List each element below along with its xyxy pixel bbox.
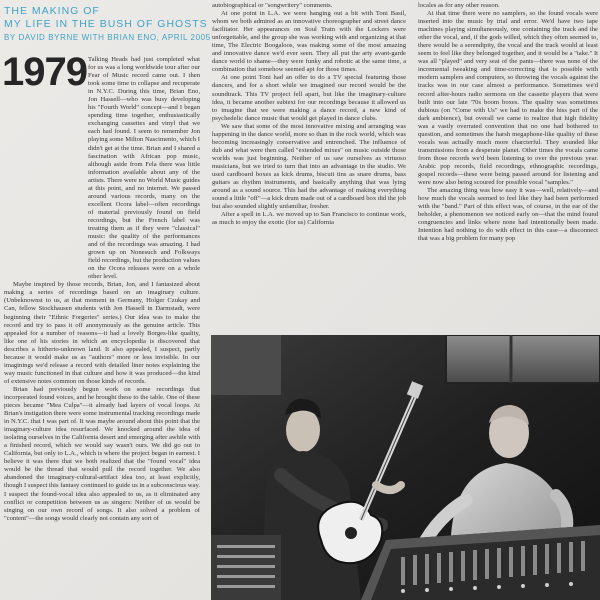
paragraph: At one point Toni had an offer to do a TV special featuring those dancers, and for a short while we imagined our record would be the soundtrack. This TV project fell apart, but like the imaginary-culture idea, it became another subtext for our recordings because it allowed us to imagine that we were making a dance record, a new kind of psychedelic dance music that would get played in dance clubs. <box>212 74 406 122</box>
text-column-3 <box>418 2 598 330</box>
studio-photo <box>211 335 600 600</box>
paragraph: After a spell in L.A. we moved up to San Francisco to continue work, as much to enjoy the exotic (for us) California <box>212 211 406 227</box>
year-drop-heading: 1979 <box>2 50 87 94</box>
text-column-1 <box>4 56 200 596</box>
byline: BY DAVID BYRNE WITH BRIAN ENO, APRIL 2005 <box>4 33 211 42</box>
title-line-1: THE MAKING OF <box>4 5 100 17</box>
title-line-2: MY LIFE IN THE BUSH OF GHOSTS <box>4 18 208 30</box>
paragraph: Talking Heads had just completed what for us was a long worldwide tour after our Fear of Music record came out. I then took some time to collapse and recuperate in N.Y.C. During this time, Brian Eno, Jon Hassell—who was busy developing his "Fourth World" concept—and I began spending time together, enthusiastically exchanging cassettes and vinyl that we each had found. I seem to remember Jon playing some Milton Nascimento, which I didn't get at the time. Brian and I shared a fascination with African pop music, although aside from Fela there was little information available about any of the artists. There were no World Music guides at this point, and no internet. We passed around various records, many on the excellent Ocora label—often recordings of material previously found on field recordings, but the French label was treating them as if they were "classical" music: the quality of the performances and of the recordings was amazing. I had grown up on Nonesuch and Folkways field recordings, but the production values on the Ocora releases were on a whole other level. <box>88 56 200 281</box>
paragraph: We saw that some of the most innovative mixing and arranging was happening in the dance world, more so than in the rock world, which was becoming increasingly conservative and entrenched. The influence of dub and what were then called "extended mixes" on music outside those worlds was just beginning. Neither of us saw ourselves as virtuoso musicians, but we tried to turn that into an advantage in the studio. We used cardboard boxes as kick drums, biscuit tins as snare drums, bass guitars as rhythm instruments, and basically anything that was lying around as a sound source. This had the advantage of making everything sound a little "off"—a kick drum made out of a cardboard box did the job but also sounded slightly unfamiliar, fresher. <box>212 122 406 211</box>
paragraph: At one point in L.A. we were hanging out a bit with Toni Basil, whom we both admired as an innovative choreographer and street dance facilitator. Her appearances on Soul Train with the Lockers were unforgettable, and the group she was working with and organizing at that time, The Electric Boogaloos, was making some of the most amazing and innovative dance we'd ever seen. They all put the arty avant-garde dance world to shame—they were funky and robotic at the same time, a combination that somehow seemed apt for those times. <box>212 10 406 74</box>
paragraph: The amazing thing was how easy it was—well, relatively—and how much the vocals seemed to feel like they had been performed with the "band." Part of this effect was, of course, in the ear of the beholder, a phenomenon we noticed early on—that the mind found congruencies and links where none had intentionally been made. Intention had nothing to do with effect in this case—a disconnect that was a big problem for many pop <box>418 187 598 243</box>
paragraph: Maybe inspired by those records, Brian, Jon, and I fantasized about making a series of recordings based on an imaginary culture. (Unbeknownst to us, at that moment in Germany, Holger Czukay and Can, fellow Stockhausen students with Jon Hassell in Darmstadt, were beginning their "Ethnic Forgeries" series.) Our idea was to make the record and try to pass it off anonymously as the genuine article. This appealed for a number of reasons—it had a lovely Borges-like quality, like one of his stories in which an encyclopedia is discovered that describes a hitherto-unknown land. It also appealed, I suspect, partly because it would make us as "authors" more or less invisible. In our imaginings we'd release a record with detailed liner notes explaining the way music functioned in that culture and how it was produced—the kind of extensive notes common on those kinds of records. <box>4 281 200 385</box>
paragraph: autobiographical or "songwritery" comments. <box>212 2 333 9</box>
text-column-2 <box>212 2 406 331</box>
paragraph: Brian had previously begun work on some recordings that incorporated found voices, and he brought these to the table. One of these pieces became "Mea Culpa"—it already had layers of vocal loops. At Brian's instigation there were some instrumental tracking recordings made in N.Y.C. that I was part of. It was maybe around about this point that the imaginary-culture idea resurfaced. We knocked around the idea of isolating ourselves in the California desert and emerging after awhile with a finished record, which we would say wasn't ours. We did go out to California, but only to L.A., which is where the project began in earnest. I believe it was there that we both realized that the "found vocal" idea would be the thread that would pull the record together. We also abandoned the imaginary-cultural-artifact idea too, at least explicitly, though I suspect this fantasy continued to guide us in a subconscious way. I suspect the found-vocal idea also appealed to us, as it eliminated any conflict or competition between us as singers: Neither of us would be singing on our own record of songs. It also solved a problem of "content"—the songs would clearly not contain any sort of <box>4 385 200 522</box>
paragraph: At that time there were no samplers, so the found vocals were inserted into the music by trial and error. We'd have two tape machines playing simultaneously, one containing the track and the other the vocal, and, if the gods willed, which they often seemed to, there would be a serendipity, the vocal and the track would at least seem to feel like they belonged together, and it would be a "take." It was all "played" and very seat of the pants—there was none of the incremental tweaking and time-correcting that is possible with modern samplers and computers, so throwing the vocals against the tracks was in our case almost a performance. Sometimes we'd record after-hours radio sermons on the cassette players that were built into our late '70s boom boxes. The quality was sometimes dubious (on "Come with Us" we had to make the hiss part of the dark ambience), but overall we came to realize that high fidelity was a vastly overrated convention that no one had bothered to question, and sometimes the harsh megaphone-like quality of these vocals was actually much more charcterful. They sounded like transmissions from a desperate planet. Other times the vocals came from those records we'd been listening to over the previous year. Arabic pop records, field recordings, ethnographic recordings, gospel records—these were being passed around for listening and were now also being scoured for possible vocal "samples." <box>418 10 598 187</box>
article-title <box>4 5 208 31</box>
paragraph: locales as for any other reason. <box>418 2 500 9</box>
